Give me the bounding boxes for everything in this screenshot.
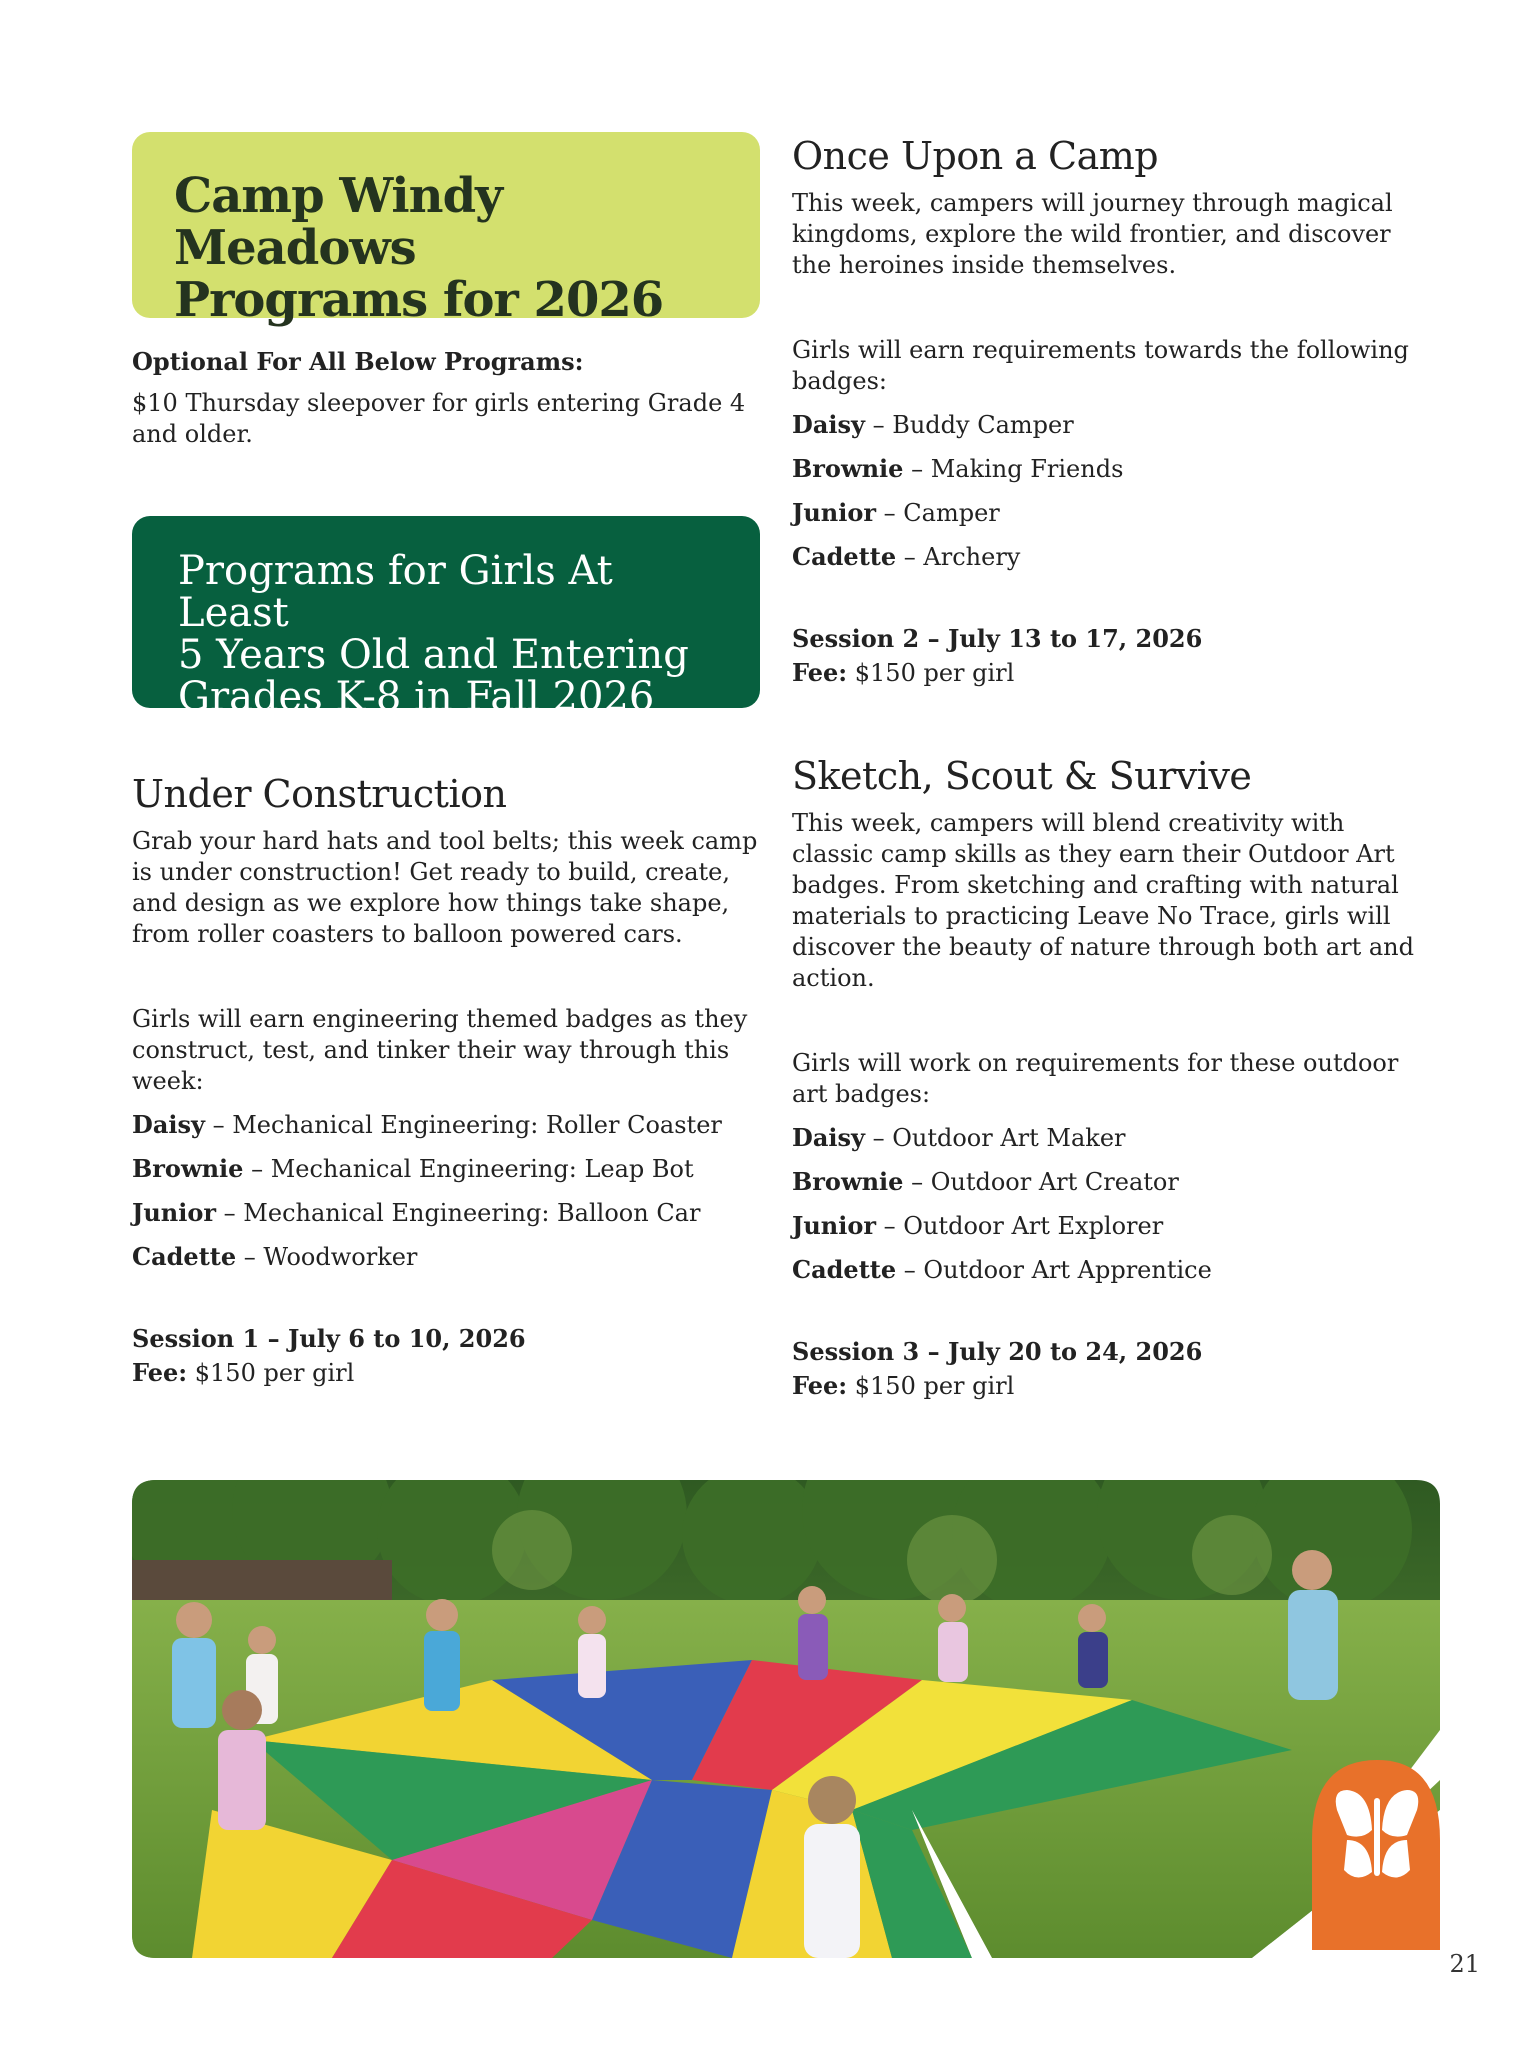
- session-dates: Session 2 – July 13 to 17, 2026: [792, 624, 1203, 653]
- program-title: Once Upon a Camp: [792, 134, 1159, 178]
- program-description: This week, campers will blend creativity with classic camp skills as they earn their Outdoor Art badges. From sketching and crafting with natural materials to practicing Leave No Trace, girls will discover the beauty of nature through both art and action.: [792, 809, 1414, 992]
- session-dates: Session 3 – July 20 to 24, 2026: [792, 1337, 1203, 1366]
- photo-scene: [132, 1480, 1440, 1958]
- badge-row: Cadette – Outdoor Art Apprentice: [792, 1255, 1212, 1284]
- program-sketch-scout-survive: [792, 752, 1432, 1402]
- photo-illustration: [132, 1480, 1440, 1958]
- age-heading-line-1: Programs for Girls At Least: [178, 548, 613, 636]
- badge-row: Junior – Outdoor Art Explorer: [792, 1211, 1164, 1240]
- age-heading-line-3: Grades K-8 in Fall 2026: [178, 674, 655, 720]
- badges-intro: Girls will earn engineering themed badges as they construct, test, and tinker their way through this week:: [132, 1005, 748, 1095]
- program-title: Under Construction: [132, 772, 507, 816]
- optional-text: $10 Thursday sleepover for girls entering Grade 4 and older.: [132, 389, 746, 448]
- badge-row: Daisy – Buddy Camper: [792, 410, 1074, 439]
- badge-row: Brownie – Mechanical Engineering: Leap Bot: [132, 1154, 694, 1183]
- badge-row: Daisy – Mechanical Engineering: Roller Coaster: [132, 1110, 722, 1139]
- badge-row: Cadette – Woodworker: [132, 1242, 418, 1271]
- program-title-banner: [132, 132, 760, 328]
- page-number: 21: [1449, 1950, 1480, 1978]
- session-fee: Fee: $150 per girl: [132, 1358, 355, 1387]
- badge-row: Brownie – Making Friends: [792, 454, 1124, 483]
- parachute-game-photo: [132, 1480, 1440, 1958]
- age-eligibility-banner: [132, 516, 760, 720]
- optional-label: Optional For All Below Programs:: [132, 347, 584, 376]
- badge-row: Cadette – Archery: [792, 542, 1021, 571]
- badge-row: Junior – Camper: [792, 498, 1000, 527]
- age-heading-line-2: 5 Years Old and Entering: [178, 632, 689, 678]
- page-title-line-2: Programs for 2026: [174, 272, 664, 328]
- badge-row: Junior – Mechanical Engineering: Balloon Car: [132, 1198, 701, 1227]
- page-title: [174, 170, 720, 326]
- optional-sleepover-note: [132, 346, 752, 450]
- program-title: Sketch, Scout & Survive: [792, 754, 1252, 798]
- badge-row: Daisy – Outdoor Art Maker: [792, 1123, 1126, 1152]
- program-once-upon-a-camp: [792, 132, 1432, 689]
- session-fee: Fee: $150 per girl: [792, 1371, 1015, 1400]
- session-dates: Session 1 – July 6 to 10, 2026: [132, 1324, 526, 1353]
- program-description: This week, campers will journey through magical kingdoms, explore the wild frontier, and discover the heroines inside themselves.: [792, 189, 1393, 279]
- session-fee: Fee: $150 per girl: [792, 658, 1015, 687]
- program-under-construction: [132, 770, 772, 1389]
- badges-intro: Girls will earn requirements towards the following badges:: [792, 336, 1409, 395]
- badges-intro: Girls will work on requirements for these outdoor art badges:: [792, 1049, 1399, 1108]
- program-description: Grab your hard hats and tool belts; this week camp is under construction! Get ready to build, create, and design as we explore how things take shape, from roller coasters to balloon powered cars.: [132, 827, 758, 948]
- page-title-line-1: Camp Windy Meadows: [174, 168, 503, 276]
- badge-row: Brownie – Outdoor Art Creator: [792, 1167, 1179, 1196]
- butterfly-icon: [1312, 1760, 1440, 1950]
- age-eligibility-heading: [178, 550, 720, 718]
